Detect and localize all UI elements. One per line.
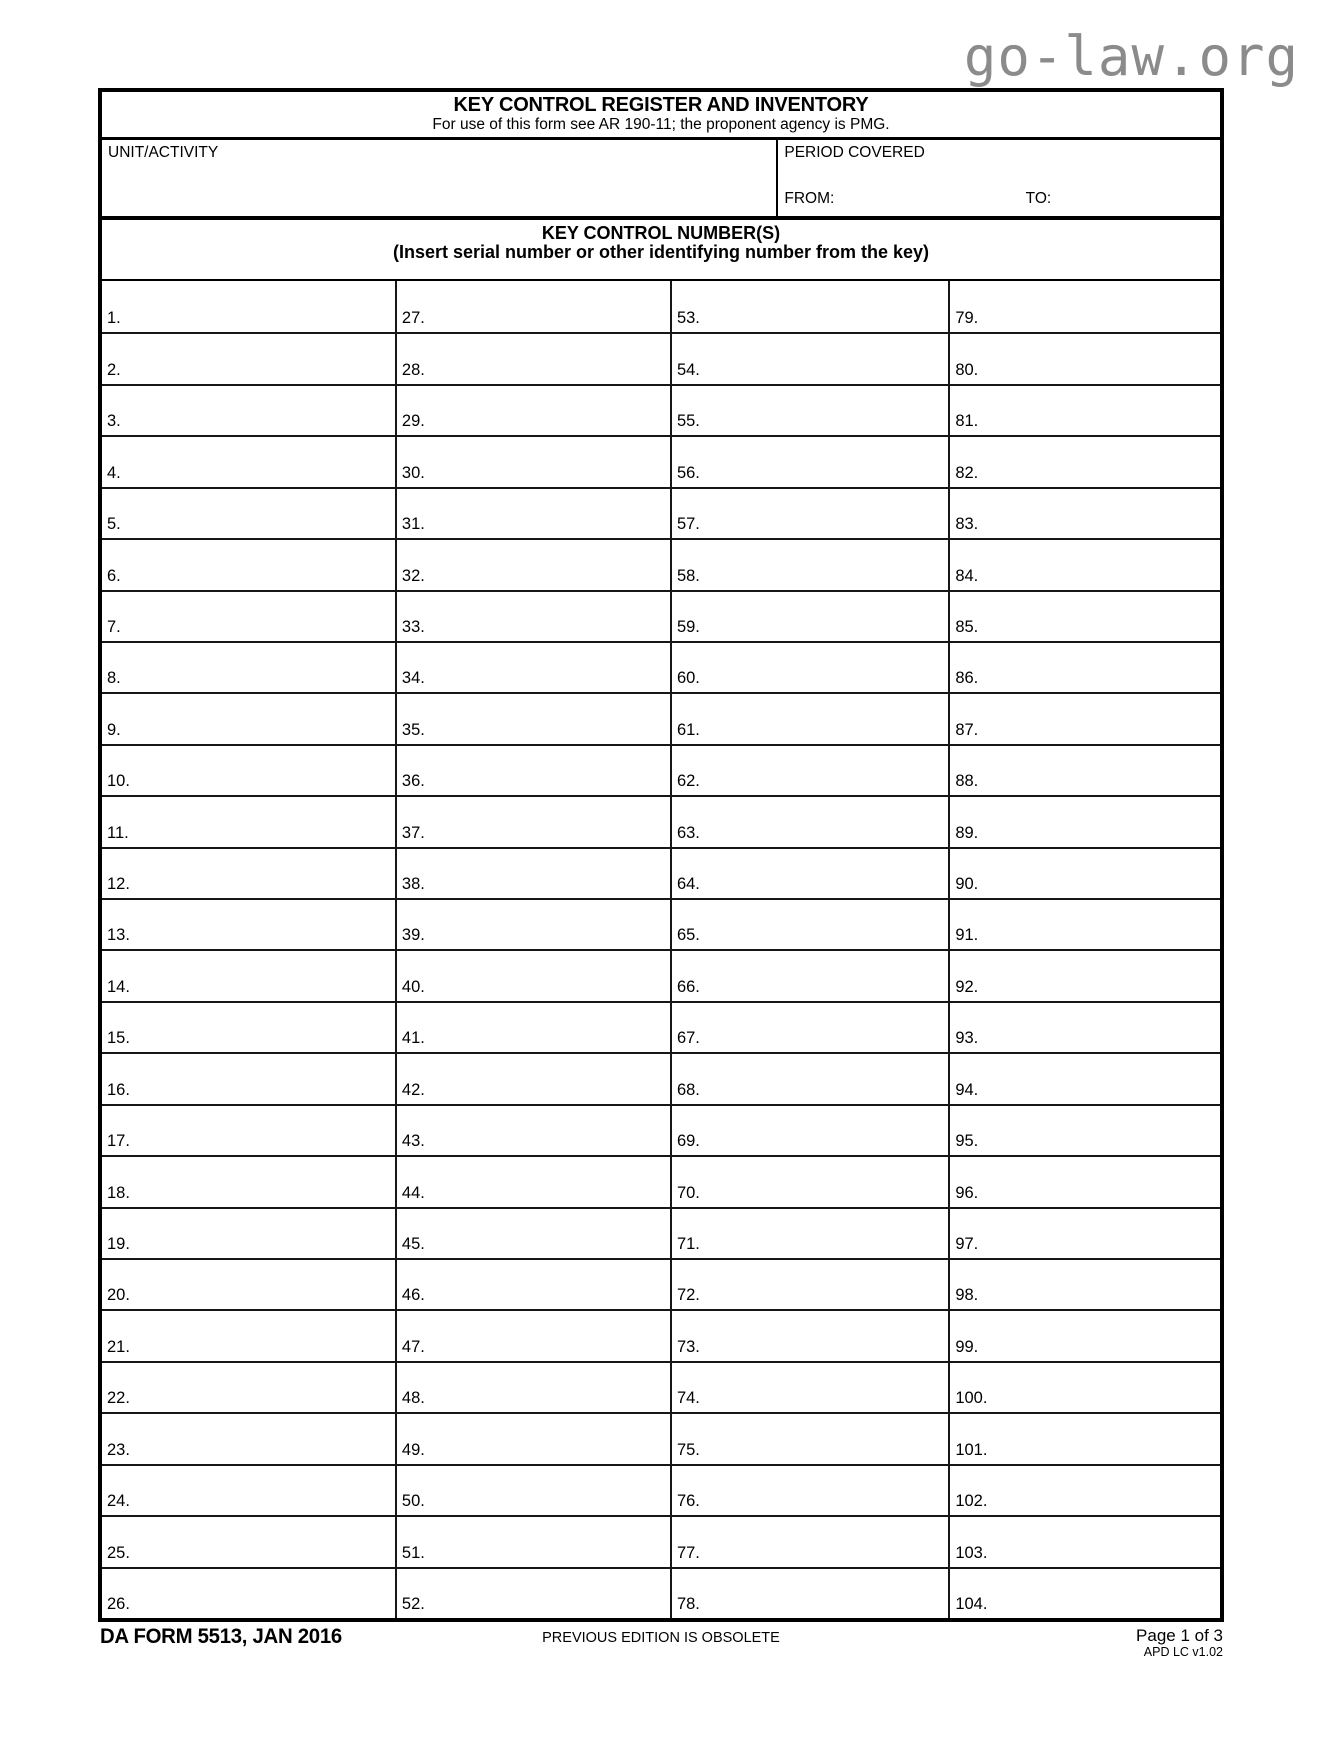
key-number-label: 31.: [401, 515, 425, 534]
key-number-cell[interactable]: [395, 949, 670, 1000]
key-number-cell[interactable]: [395, 487, 670, 538]
key-number-label: 101.: [955, 1440, 988, 1459]
key-number-label: 81.: [955, 412, 979, 431]
key-number-cell[interactable]: [948, 949, 1220, 1000]
key-number-cell[interactable]: [670, 1207, 948, 1258]
key-number-label: 87.: [955, 720, 979, 739]
key-number-label: 4.: [107, 463, 121, 482]
key-number-label: 104.: [955, 1594, 988, 1613]
key-number-label: 62.: [676, 772, 700, 791]
key-number-label: 66.: [676, 977, 700, 996]
key-control-form: [98, 88, 1224, 1622]
key-number-cell[interactable]: [670, 847, 948, 898]
key-number-label: 22.: [107, 1389, 130, 1408]
key-number-cell[interactable]: [948, 744, 1220, 795]
key-number-cell[interactable]: [102, 847, 395, 898]
key-number-cell[interactable]: [395, 384, 670, 435]
key-number-label: 67.: [676, 1029, 700, 1048]
key-number-label: 45.: [401, 1235, 425, 1254]
key-number-cell[interactable]: [670, 1464, 948, 1515]
key-number-cell[interactable]: [948, 1104, 1220, 1155]
key-number-cell[interactable]: [395, 1309, 670, 1360]
key-number-cell[interactable]: [102, 384, 395, 435]
key-number-label: 72.: [676, 1286, 700, 1305]
key-number-cell[interactable]: [948, 847, 1220, 898]
key-number-cell[interactable]: [395, 692, 670, 743]
key-number-cell[interactable]: [395, 1207, 670, 1258]
key-number-label: 103.: [955, 1543, 988, 1562]
to-date-field[interactable]: [1051, 185, 1214, 203]
from-date-field[interactable]: [834, 185, 1017, 203]
key-number-cell[interactable]: [102, 1001, 395, 1052]
key-number-cell[interactable]: [670, 332, 948, 383]
key-number-label: 6.: [107, 566, 121, 585]
form-subtitle: For use of this form see AR 190-11; the proponent agency is PMG.: [432, 116, 890, 133]
key-number-label: 39.: [401, 926, 425, 945]
key-number-label: 15.: [107, 1029, 130, 1048]
key-number-cell[interactable]: [395, 1155, 670, 1206]
key-number-cell[interactable]: [395, 281, 670, 332]
form-number: DA FORM 5513, JAN 2016: [100, 1625, 342, 1648]
key-number-label: 30.: [401, 463, 425, 482]
key-number-label: 8.: [107, 669, 121, 688]
key-number-label: 96.: [955, 1183, 979, 1202]
key-number-label: 59.: [676, 617, 700, 636]
key-number-label: 49.: [401, 1440, 425, 1459]
key-control-numbers-header: [102, 220, 1220, 281]
key-number-label: 84.: [955, 566, 979, 585]
key-number-cell[interactable]: [102, 590, 395, 641]
key-number-cell[interactable]: [670, 1567, 948, 1618]
key-number-label: 46.: [401, 1286, 425, 1305]
period-covered-label: PERIOD COVERED: [784, 144, 925, 161]
key-number-label: 13.: [107, 926, 130, 945]
key-number-cell[interactable]: [395, 1001, 670, 1052]
key-number-cell[interactable]: [948, 332, 1220, 383]
key-number-label: 27.: [401, 309, 425, 328]
key-number-cell[interactable]: [102, 538, 395, 589]
key-number-cell[interactable]: [670, 692, 948, 743]
to-group: [1026, 185, 1214, 208]
key-number-label: 68.: [676, 1080, 700, 1099]
key-number-cell[interactable]: [395, 1258, 670, 1309]
to-label: TO:: [1025, 190, 1052, 207]
key-number-label: 7.: [107, 617, 121, 636]
edition-note: PREVIOUS EDITION IS OBSOLETE: [542, 1630, 780, 1646]
key-number-cell[interactable]: [102, 641, 395, 692]
key-number-cell[interactable]: [102, 1155, 395, 1206]
key-number-cell[interactable]: [948, 590, 1220, 641]
key-number-label: 14.: [107, 977, 130, 996]
key-number-label: 99.: [955, 1337, 979, 1356]
key-number-cell[interactable]: [948, 435, 1220, 486]
key-number-label: 26.: [107, 1594, 130, 1613]
key-number-cell[interactable]: [670, 1155, 948, 1206]
key-number-cell[interactable]: [670, 1001, 948, 1052]
page-number: Page 1 of 3: [1136, 1626, 1223, 1645]
key-number-cell[interactable]: [395, 332, 670, 383]
key-number-label: 97.: [955, 1235, 979, 1254]
key-number-label: 38.: [401, 875, 425, 894]
key-number-cell[interactable]: [395, 1567, 670, 1618]
key-number-label: 28.: [401, 360, 425, 379]
key-number-cell[interactable]: [670, 898, 948, 949]
key-number-label: 12.: [107, 875, 130, 894]
key-number-cell[interactable]: [670, 1515, 948, 1566]
key-number-cell[interactable]: [395, 795, 670, 846]
key-number-cell[interactable]: [948, 1361, 1220, 1412]
key-number-cell[interactable]: [670, 1258, 948, 1309]
key-number-cell[interactable]: [102, 795, 395, 846]
key-number-label: 24.: [107, 1492, 130, 1511]
key-number-cell[interactable]: [948, 641, 1220, 692]
key-number-cell[interactable]: [102, 692, 395, 743]
key-number-cell[interactable]: [948, 1001, 1220, 1052]
key-number-label: 79.: [955, 309, 979, 328]
key-number-label: 5.: [107, 515, 121, 534]
key-number-label: 3.: [107, 412, 121, 431]
key-number-label: 77.: [676, 1543, 700, 1562]
key-number-cell[interactable]: [102, 1464, 395, 1515]
key-number-label: 32.: [401, 566, 425, 585]
key-number-label: 34.: [401, 669, 425, 688]
key-number-cell[interactable]: [670, 435, 948, 486]
key-number-label: 44.: [401, 1183, 425, 1202]
key-number-label: 52.: [401, 1594, 425, 1613]
key-number-cell[interactable]: [395, 1052, 670, 1103]
form-header: [102, 92, 1220, 140]
key-number-cell[interactable]: [395, 590, 670, 641]
key-number-label: 76.: [676, 1492, 700, 1511]
key-number-cell[interactable]: [670, 949, 948, 1000]
key-number-label: 102.: [955, 1492, 988, 1511]
key-number-label: 65.: [676, 926, 700, 945]
apd-version: APD LC v1.02: [1143, 1645, 1223, 1659]
key-number-cell[interactable]: [102, 1361, 395, 1412]
key-number-label: 90.: [955, 875, 979, 894]
key-number-cell[interactable]: [102, 1567, 395, 1618]
key-number-label: 95.: [955, 1132, 979, 1151]
key-number-label: 36.: [401, 772, 425, 791]
key-number-label: 19.: [107, 1235, 130, 1254]
key-number-cell[interactable]: [670, 1361, 948, 1412]
key-number-cell[interactable]: [102, 281, 395, 332]
key-number-cell[interactable]: [395, 1464, 670, 1515]
key-number-cell[interactable]: [948, 692, 1220, 743]
key-number-label: 11.: [107, 823, 129, 842]
key-number-cell[interactable]: [948, 487, 1220, 538]
key-number-cell[interactable]: [948, 795, 1220, 846]
key-number-cell[interactable]: [102, 1052, 395, 1103]
key-number-label: 53.: [676, 309, 700, 328]
key-number-label: 100.: [955, 1389, 988, 1408]
key-number-cell[interactable]: [670, 1309, 948, 1360]
key-number-cell[interactable]: [948, 1464, 1220, 1515]
key-number-cell[interactable]: [395, 538, 670, 589]
key-number-cell[interactable]: [102, 949, 395, 1000]
key-number-cell[interactable]: [395, 1361, 670, 1412]
key-number-label: 16.: [107, 1080, 130, 1099]
key-number-label: 78.: [676, 1594, 700, 1613]
key-number-cell[interactable]: [395, 1412, 670, 1463]
key-number-cell[interactable]: [395, 898, 670, 949]
key-number-cell[interactable]: [102, 1258, 395, 1309]
key-number-cell[interactable]: [102, 1515, 395, 1566]
footer-page-block: [1136, 1626, 1223, 1660]
key-number-cell[interactable]: [948, 384, 1220, 435]
key-number-label: 2.: [107, 360, 121, 379]
key-number-cell[interactable]: [102, 898, 395, 949]
key-number-cell[interactable]: [395, 641, 670, 692]
key-number-cell[interactable]: [948, 1412, 1220, 1463]
key-number-cell[interactable]: [102, 1412, 395, 1463]
key-number-label: 88.: [955, 772, 979, 791]
key-number-cell[interactable]: [948, 1309, 1220, 1360]
key-number-label: 9.: [107, 720, 121, 739]
key-number-cell[interactable]: [670, 590, 948, 641]
key-number-label: 85.: [955, 617, 979, 636]
key-number-label: 64.: [676, 875, 700, 894]
key-number-cell[interactable]: [948, 281, 1220, 332]
key-number-label: 86.: [955, 669, 979, 688]
key-number-label: 25.: [107, 1543, 130, 1562]
key-number-label: 89.: [955, 823, 979, 842]
key-control-numbers-instruction: (Insert serial number or other identifying number from the key): [392, 242, 930, 262]
key-number-cell[interactable]: [670, 384, 948, 435]
key-number-label: 1.: [107, 309, 121, 328]
key-number-label: 92.: [955, 977, 979, 996]
period-covered-cell: [778, 140, 1220, 216]
key-number-cell[interactable]: [102, 1104, 395, 1155]
key-number-cell[interactable]: [102, 1207, 395, 1258]
key-control-numbers-title: KEY CONTROL NUMBER(S): [541, 223, 781, 243]
key-number-label: 43.: [401, 1132, 425, 1151]
key-number-cell[interactable]: [670, 641, 948, 692]
key-number-cell[interactable]: [670, 281, 948, 332]
key-number-label: 29.: [401, 412, 425, 431]
key-number-cell[interactable]: [670, 1052, 948, 1103]
key-number-label: 35.: [401, 720, 425, 739]
key-number-cell[interactable]: [395, 847, 670, 898]
key-number-cell[interactable]: [670, 795, 948, 846]
unit-activity-field[interactable]: [102, 140, 778, 216]
key-number-label: 23.: [107, 1440, 130, 1459]
key-number-label: 58.: [676, 566, 700, 585]
key-number-cell[interactable]: [670, 487, 948, 538]
key-number-label: 69.: [676, 1132, 700, 1151]
key-number-label: 73.: [676, 1337, 700, 1356]
key-number-label: 91.: [955, 926, 979, 945]
key-number-cell[interactable]: [948, 1207, 1220, 1258]
key-number-cell[interactable]: [670, 1104, 948, 1155]
key-number-label: 56.: [676, 463, 700, 482]
key-number-label: 57.: [676, 515, 700, 534]
key-number-label: 82.: [955, 463, 979, 482]
key-number-label: 18.: [107, 1183, 130, 1202]
key-number-cell[interactable]: [948, 1515, 1220, 1566]
key-number-label: 40.: [401, 977, 425, 996]
key-number-label: 41.: [401, 1029, 425, 1048]
key-number-cell[interactable]: [948, 898, 1220, 949]
key-number-label: 74.: [676, 1389, 700, 1408]
key-number-cell[interactable]: [102, 744, 395, 795]
key-number-cell[interactable]: [102, 1309, 395, 1360]
key-number-cell[interactable]: [948, 538, 1220, 589]
key-number-cell[interactable]: [395, 435, 670, 486]
key-number-label: 63.: [676, 823, 700, 842]
from-label: FROM:: [784, 190, 835, 207]
key-number-label: 83.: [955, 515, 979, 534]
key-number-label: 80.: [955, 360, 979, 379]
key-number-label: 75.: [676, 1440, 700, 1459]
key-number-label: 71.: [676, 1235, 700, 1254]
key-number-label: 93.: [955, 1029, 979, 1048]
from-group: [784, 185, 1016, 208]
key-number-label: 98.: [955, 1286, 979, 1305]
go-law-watermark: go-law.org: [963, 25, 1299, 88]
key-number-grid: [102, 281, 1220, 1618]
key-number-label: 47.: [401, 1337, 425, 1356]
key-number-cell[interactable]: [395, 1104, 670, 1155]
key-number-label: 48.: [401, 1389, 425, 1408]
key-number-label: 70.: [676, 1183, 700, 1202]
key-number-label: 54.: [676, 360, 700, 379]
key-number-cell[interactable]: [395, 744, 670, 795]
key-number-label: 21.: [107, 1337, 130, 1356]
key-number-label: 50.: [401, 1492, 425, 1511]
key-number-cell[interactable]: [670, 1412, 948, 1463]
key-number-cell[interactable]: [102, 332, 395, 383]
key-number-cell[interactable]: [670, 538, 948, 589]
unit-period-row: [102, 140, 1220, 220]
key-number-label: 42.: [401, 1080, 425, 1099]
key-number-label: 94.: [955, 1080, 979, 1099]
key-number-cell[interactable]: [948, 1567, 1220, 1618]
form-title: KEY CONTROL REGISTER AND INVENTORY: [453, 94, 869, 116]
key-number-cell[interactable]: [670, 744, 948, 795]
key-number-label: 60.: [676, 669, 700, 688]
key-number-label: 55.: [676, 412, 700, 431]
key-number-cell[interactable]: [102, 487, 395, 538]
key-number-cell[interactable]: [102, 435, 395, 486]
key-number-label: 20.: [107, 1286, 130, 1305]
key-number-cell[interactable]: [395, 1515, 670, 1566]
unit-activity-label: UNIT/ACTIVITY: [108, 144, 219, 161]
key-number-label: 10.: [107, 772, 130, 791]
key-number-label: 51.: [401, 1543, 425, 1562]
key-number-cell[interactable]: [948, 1052, 1220, 1103]
key-number-cell[interactable]: [948, 1258, 1220, 1309]
key-number-label: 61.: [676, 720, 700, 739]
key-number-cell[interactable]: [948, 1155, 1220, 1206]
key-number-label: 17.: [107, 1132, 130, 1151]
key-number-label: 33.: [401, 617, 425, 636]
key-number-label: 37.: [401, 823, 425, 842]
